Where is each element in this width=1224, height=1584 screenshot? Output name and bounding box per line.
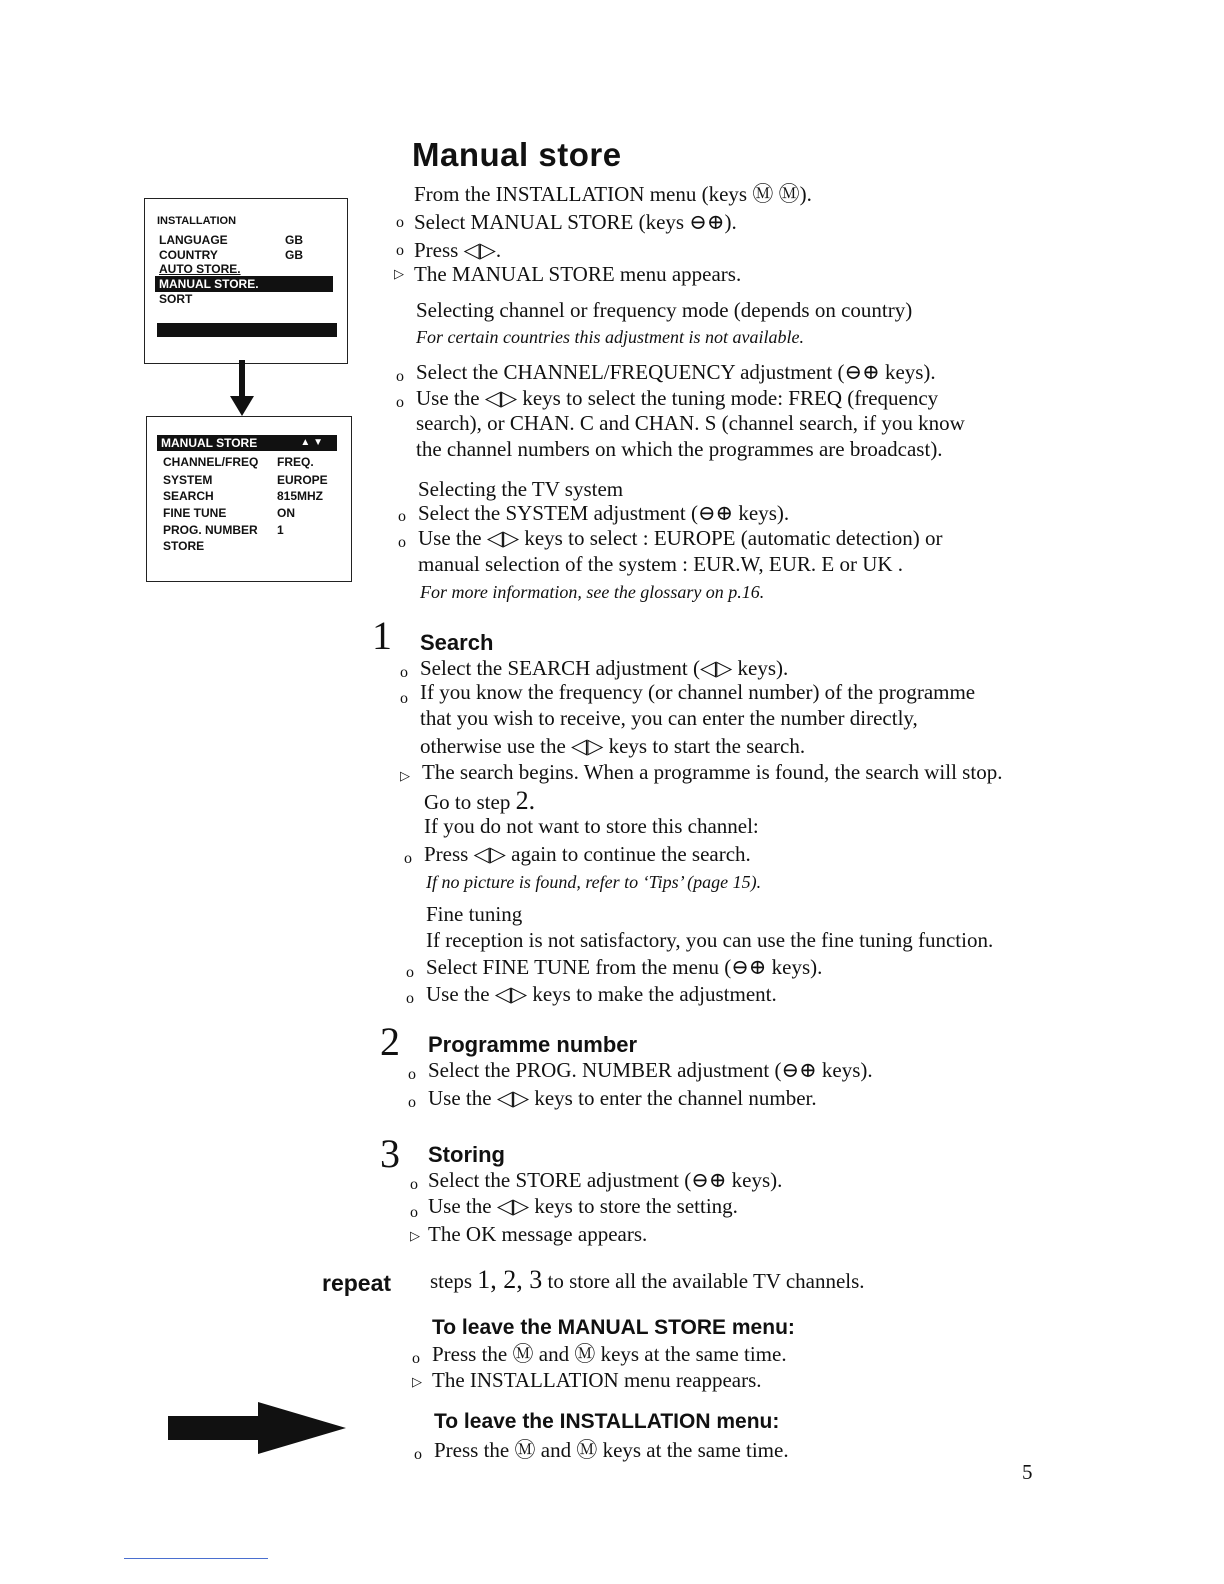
menu-row-label: SEARCH (163, 489, 214, 503)
note: For certain countries this adjustment is not available. (416, 327, 804, 347)
menu-row-value: ON (277, 506, 295, 520)
result-arrow-icon: ▷ (412, 1374, 422, 1389)
menu-row-label: LANGUAGE (159, 233, 228, 247)
step-heading: Storing (428, 1142, 505, 1167)
text-line: Select the STORE adjustment (⊖⊕ keys). (428, 1168, 783, 1192)
leave-install-heading: To leave the INSTALLATION menu: (434, 1410, 780, 1433)
bullet-icon: o (398, 534, 406, 551)
intro-line: The MANUAL STORE menu appears. (414, 262, 742, 286)
menu-row-label: COUNTRY (159, 248, 218, 262)
text-line: Select the CHANNEL/FREQUENCY adjustment (⊖⊕ keys). (416, 360, 936, 384)
text-line: Press ◁▷ again to continue the search. (424, 842, 751, 866)
menu-row-value: GB (285, 248, 303, 262)
result-arrow-icon: ▷ (394, 266, 404, 281)
menu-row-label: SYSTEM (163, 473, 213, 487)
note: If no picture is found, refer to ‘Tips’ (page 15). (426, 872, 762, 892)
text-line: Use the ◁▷ keys to make the adjustment. (426, 982, 777, 1006)
bullet-icon: o (406, 990, 414, 1007)
menu-row-value: 1 (277, 523, 284, 537)
menu-row-label: AUTO STORE. (159, 262, 241, 276)
menu-row-selected: MANUAL STORE. (155, 276, 333, 292)
repeat-pre: steps (430, 1269, 472, 1293)
menu-bar (157, 323, 337, 337)
intro-line: Select MANUAL STORE (keys ⊖⊕). (414, 210, 737, 234)
step-heading: Programme number (428, 1032, 638, 1057)
bullet-icon: o (408, 1066, 416, 1083)
step-number: 3 (380, 1131, 400, 1176)
text-line: Use the ◁▷ keys to select the tuning mode: FREQ (frequency (416, 386, 939, 410)
menu-row-label: SORT (159, 292, 193, 306)
text-line: Press the Ⓜ and Ⓜ keys at the same time. (432, 1342, 787, 1366)
menu-row-label: PROG. NUMBER (163, 523, 258, 537)
bullet-icon: o (396, 242, 404, 259)
up-down-arrows-icon: ▲ ▼ (300, 437, 323, 448)
text-line: Use the ◁▷ keys to enter the channel number. (428, 1086, 817, 1110)
menu-row-value: EUROPE (277, 473, 328, 487)
text-line: Use the ◁▷ keys to store the setting. (428, 1194, 738, 1218)
bullet-icon: o (404, 850, 412, 867)
leave-manual-heading: To leave the MANUAL STORE menu: (432, 1316, 795, 1339)
result-arrow-icon: ▷ (400, 768, 410, 783)
section-heading: Selecting channel or frequency mode (depends on country) (416, 298, 913, 322)
text-line: The OK message appears. (428, 1222, 648, 1246)
bullet-icon: o (412, 1350, 420, 1367)
bullet-icon: o (396, 368, 404, 385)
result-arrow-icon: ▷ (410, 1228, 420, 1243)
goto-text: Go to step (424, 790, 511, 814)
text-line: Use the ◁▷ keys to select : EUROPE (automatic detection) or (418, 526, 943, 550)
page-title: Manual store (412, 136, 622, 173)
bullet-icon: o (410, 1176, 418, 1193)
text-line: Select the PROG. NUMBER adjustment (⊖⊕ keys). (428, 1058, 873, 1082)
text-line: If you know the frequency (or channel number) of the programme (420, 680, 976, 704)
bullet-icon: o (396, 394, 404, 411)
bullet-icon: o (406, 964, 414, 981)
menu-title: INSTALLATION (157, 215, 237, 227)
repeat-line (430, 1265, 865, 1294)
text-line: search), or CHAN. C and CHAN. S (channel search, if you know (416, 411, 965, 435)
bullet-icon: o (408, 1094, 416, 1111)
section-heading: Selecting the TV system (418, 477, 624, 501)
text-line: Press the Ⓜ and Ⓜ keys at the same time. (434, 1438, 789, 1462)
menu-row-label: FINE TUNE (163, 506, 227, 520)
manual-store-menu-screen (146, 416, 352, 582)
text-line (424, 786, 536, 815)
menu-row-label: STORE (163, 539, 205, 553)
text-line: that you wish to receive, you can enter the number directly, (420, 706, 918, 730)
section-heading: Fine tuning (426, 902, 523, 926)
text-line: Select the SYSTEM adjustment (⊖⊕ keys). (418, 501, 790, 525)
step-number: 2 (380, 1019, 400, 1064)
repeat-post: to store all the available TV channels. (547, 1269, 865, 1293)
text-line: manual selection of the system : EUR.W, EUR. E or UK . (418, 552, 904, 576)
bullet-icon: o (400, 690, 408, 707)
step-heading: Search (420, 630, 494, 655)
menu-row-value: FREQ. (277, 455, 314, 469)
menu-row-label: CHANNEL/FREQ (163, 455, 259, 469)
installation-menu-screen (144, 198, 348, 364)
step-number: 1 (372, 613, 392, 658)
page-number: 5 (1022, 1460, 1033, 1484)
down-arrow-icon (228, 360, 256, 418)
repeat-steps: 1, 2, 3 (477, 1265, 543, 1294)
bullet-icon: o (398, 508, 406, 525)
text-line: If you do not want to store this channel: (424, 814, 759, 838)
menu-row-value: 815MHZ (277, 489, 324, 503)
text-line: The search begins. When a programme is found, the search will stop. (422, 760, 1003, 784)
footer-rule (124, 1558, 268, 1559)
menu-row-value: GB (285, 233, 303, 247)
step-ref: 2. (515, 786, 536, 815)
bullet-icon: o (396, 214, 404, 231)
note: For more information, see the glossary on p.16. (420, 582, 765, 602)
intro-line: From the INSTALLATION menu (keys Ⓜ Ⓜ). (414, 182, 812, 206)
intro-line: Press ◁▷. (414, 238, 502, 262)
text-line: If reception is not satisfactory, you can use the fine tuning function. (426, 928, 994, 952)
bullet-icon: o (400, 664, 408, 681)
text-line: otherwise use the ◁▷ keys to start the search. (420, 734, 806, 758)
text-line: The INSTALLATION menu reappears. (432, 1368, 762, 1392)
bullet-icon: o (414, 1446, 422, 1463)
text-line: the channel numbers on which the programmes are broadcast). (416, 437, 943, 461)
text-line: Select FINE TUNE from the menu (⊖⊕ keys). (426, 955, 823, 979)
menu-title-bar (157, 435, 337, 451)
repeat-label: repeat (322, 1270, 392, 1296)
text-line: Select the SEARCH adjustment (◁▷ keys). (420, 656, 789, 680)
menu-title: MANUAL STORE (161, 436, 258, 450)
right-arrow-icon (168, 1400, 348, 1460)
bullet-icon: o (410, 1204, 418, 1221)
